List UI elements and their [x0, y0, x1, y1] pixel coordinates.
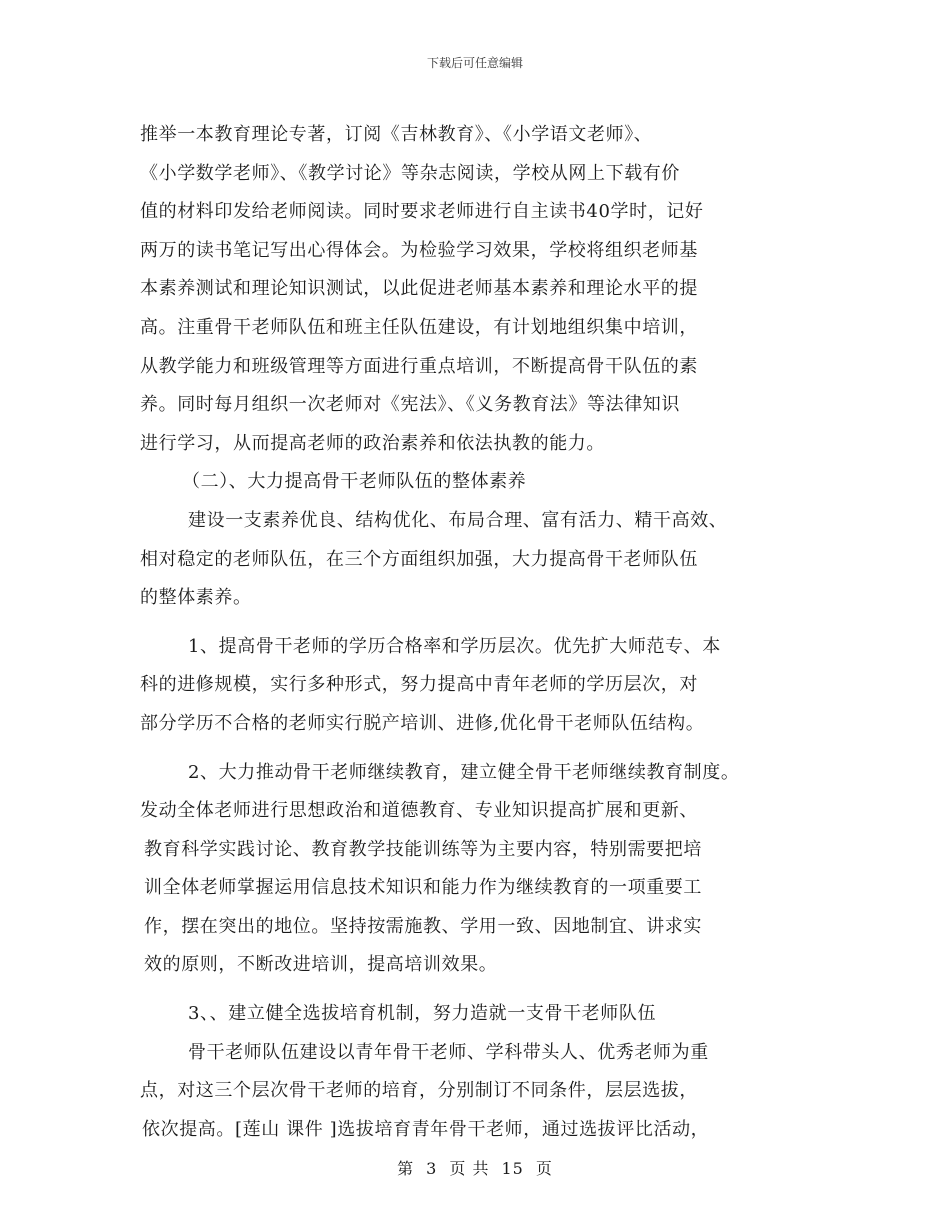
- total-pages: 15: [501, 1159, 524, 1178]
- paragraph-line: 训全体老师掌握运用信息技术知识和能力作为继续教育的一项重要工: [144, 877, 702, 899]
- paragraph-line: 2、大力推动骨干老师继续教育，建立健全骨干老师继续教育制度。: [188, 761, 740, 783]
- paragraph-line: 骨干老师队伍建设以青年骨干老师、学科带头人、优秀老师为重: [188, 1041, 709, 1063]
- page-footer: [0, 1156, 950, 1179]
- paragraph-line: 的整体素养。: [140, 587, 252, 609]
- page-suffix: 页: [535, 1159, 553, 1178]
- paragraph-line: 《小学数学老师》、《教学讨论》等杂志阅读，学校从网上下载有价: [140, 162, 680, 184]
- paragraph-line: 从教学能力和班级管理等方面进行重点培训，不断提高骨干队伍的素: [140, 355, 698, 377]
- paragraph-line: 两万的读书笔记写出心得体会。为检验学习效果，学校将组织老师基: [140, 239, 698, 261]
- paragraph-line: 部分学历不合格的老师实行脱产培训、进修,优化骨干老师队伍结构。: [140, 712, 705, 734]
- paragraph-line: 本素养测试和理论知识测试，以此促进老师基本素养和理论水平的提: [140, 278, 698, 300]
- paragraph-line: 点，对这三个层次骨干老师的培育，分别制订不同条件，层层选拔，: [140, 1080, 698, 1102]
- paragraph-line: 作，摆在突出的地位。坚持按需施教、学用一致、因地制宜、讲求实: [144, 915, 702, 937]
- section-heading: （二）、大力提高骨干老师队伍的整体素养: [182, 471, 527, 493]
- paragraph-line: 3、、建立健全选拔培育机制，努力造就一支骨干老师队伍: [188, 1003, 657, 1025]
- paragraph-line: 进行学习，从而提高老师的政治素养和依法执教的能力。: [140, 432, 605, 454]
- paragraph-line: 高。注重骨干老师队伍和班主任队伍建设，有计划地组织集中培训，: [140, 316, 698, 338]
- page-mid: 页 共: [449, 1159, 490, 1178]
- paragraph-line: 建设一支素养优良、结构优化、布局合理、富有活力、精干高效、: [188, 509, 728, 531]
- paragraph-line: 科的进修规模，实行多种形式，努力提高中青年老师的学历层次，对: [140, 674, 698, 696]
- paragraph-line: 养。同时每月组织一次老师对《宪法》、《义务教育法》等法律知识: [140, 394, 680, 416]
- page-number: 3: [426, 1159, 438, 1178]
- paragraph-line: 值的材料印发给老师阅读。同时要求老师进行自主读书40学时，记好: [140, 201, 704, 223]
- paragraph-line: 依次提高。[莲山 课件 ]选拔培育青年骨干老师，通过选拔评比活动，: [142, 1118, 710, 1140]
- paragraph-line: 效的原则，不断改进培训，提高培训效果。: [144, 954, 498, 976]
- paragraph-line: 教育科学实践讨论、教育教学技能训练等为主要内容，特别需要把培: [144, 838, 702, 860]
- body-text: [140, 116, 830, 1149]
- paragraph-line: 发动全体老师进行思想政治和道德教育、专业知识提高扩展和更新、: [140, 800, 698, 822]
- paragraph-line: 相对稳定的老师队伍，在三个方面组织加强，大力提高骨干老师队伍: [140, 548, 698, 570]
- paragraph-line: 推举一本教育理论专著，订阅《吉林教育》、《小学语文老师》、: [140, 124, 653, 145]
- header-note: 下载后可任意编辑: [426, 56, 523, 70]
- paragraph-line: 1、提高骨干老师的学历合格率和学历层次。优先扩大师范专、本: [188, 635, 721, 657]
- page-prefix: 第: [397, 1159, 415, 1178]
